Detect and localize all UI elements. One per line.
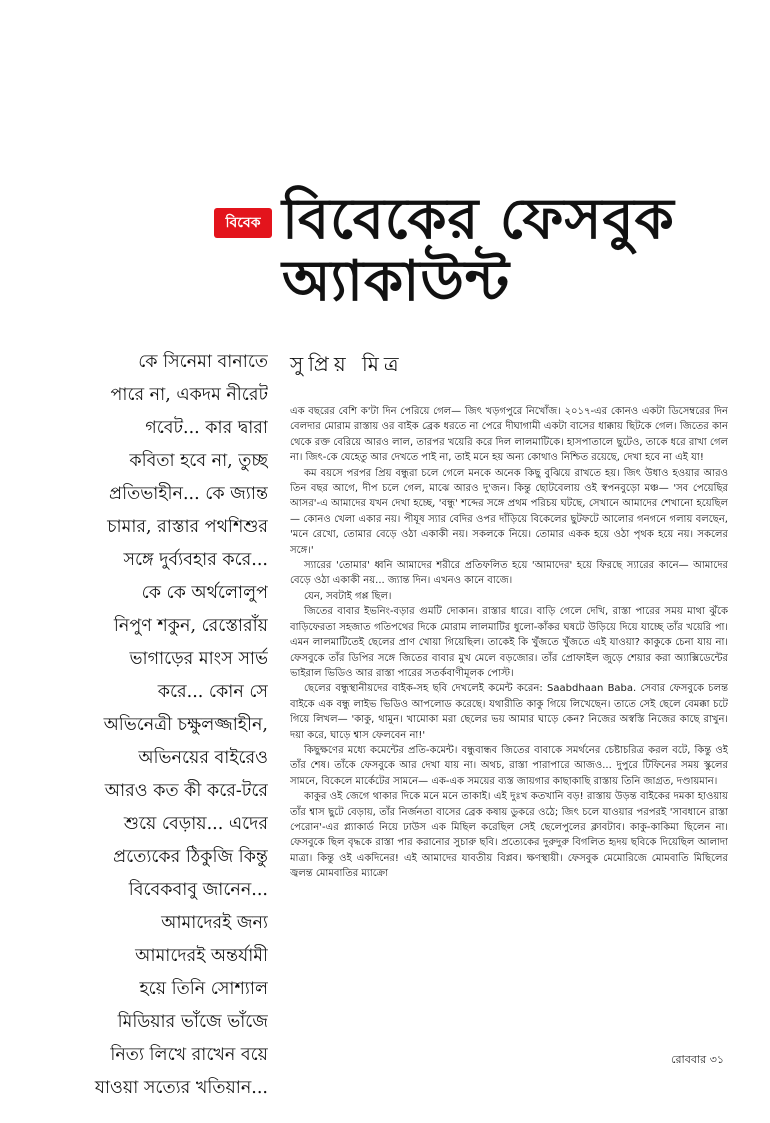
- pull-quote-line: প্রতিভাহীন... কে জ্যান্ত: [109, 484, 268, 504]
- pull-quote-line: যাওয়া সত্যের খতিয়ান...: [94, 1078, 268, 1098]
- body-paragraph: স্যারের 'তোমার' ধ্বনি আমাদের শরীরে প্রতিফলিত হয়ে 'আমাদের' হয়ে ফিরছে স্যারের কানে— আমাদের বেড়ে ওঠা একাকী নয়... জ্যান্ত দিন। এখনও কানে বাজে।: [290, 560, 728, 587]
- pull-quote-line: আমাদেরই অন্তর্যামী: [135, 946, 268, 966]
- body-paragraph: কাকুর ওই জেগে থাকার দিকে মনে মনে তাকাই। এই দুঃখ কতখানি বড়! রাস্তায় উড়ন্ত বাইকের দমকা হাওয়ায় তাঁর শ্বাস ছুটে বেড়ায়, তাঁর নির্জনতা বাসের ব্রেক কষায় ডুকরে ওঠে; জিৎ চলে যাওয়ার পরপরই 'সাবধানে রাস্তা পেরোন'-এর প্ল্যাকার্ড নিয়ে ঢাউস এক মিছিল করেছিল সেই ছেলেপুলের ক্লাবটাব। কাকু-কাকিমা ছিলেন না। ফেসবুকে ছিল বৃদ্ধকে রাস্তা পার করানোর সুচারু ছবি। প্রত্যেকের দুরুদুরু বিগলিত হৃদয় ছবিকে দিয়েছিল আলাদা মাত্রা। কিন্তু ওই একদিনের! এই আমাদের যাবতীয় বিপ্লব। ক্ষণস্থায়ী। ফেসবুক মেমোরিজে মোমবাতি মিছিলের জ্বলন্ত মোমবাতির ম্যাক্রো: [290, 791, 728, 880]
- body-paragraph: এক বছরের বেশি ক'টা দিন পেরিয়ে গেল— জিৎ খড়গপুরে নিখোঁজ। ২০১৭-এর কোনও একটা ডিসেম্বরের দিন বেলদার মোরাম রাস্তায় ওর বাইক ব্রেক ধরতে না পেরে দীঘাগামী একটা বাসের ধাক্কায় ছিটকে গেল। জিতের কান থেকে রক্ত বেরিয়ে আরও লাল, তারপর খয়েরি করে দিল লালমাটিকে। হাসপাতালে ছুটেও, তাকে ধরে রাখা গেল না। জিৎ-কে যেহেতু আর দেখতে পাই না, তাই মনে হয় অন্য কোথাও নিশ্চিত রয়েছে, দেখা হবে না এই যা!: [290, 406, 728, 464]
- pull-quote-line: আরও কত কী করে-টরে: [104, 781, 268, 801]
- pull-quote-line: ভাগাড়ের মাংস সার্ভ: [129, 649, 268, 669]
- pull-quote-line: অভিনেত্রী চক্ষুলজ্জাহীন,: [103, 715, 268, 735]
- pull-quote-line: পারে না, একদম নীরেট: [110, 385, 268, 405]
- pull-quote-line: কবিতা হবে না, তুচ্ছ: [129, 451, 268, 471]
- page-folio: রোববার ৩১: [671, 1053, 724, 1066]
- body-paragraph: জিতের বাবার ইভনিং-বড়ার গুমটি দোকান। রাস্তার ধারে। বাড়ি গেলে দেখি, রাস্তা পারের সময় মাথা ঝুঁকে বাড়িফেরতা সহজাত গতিপথের দিকে মোরাম লালমাটির ধুলো-কাঁকর ঘষটে উড়িয়ে দিয়ে যাচ্ছে তাঁর খয়েরি পা। এমন লালমাটিতেই ছেলের প্রাণ খোয়া গিয়েছিল। তাকেই কি খুঁজতে খুঁজতে এই যাওয়া? কাকুকে চেনা যায় না। ফেসবুকে তাঁর ডিপির সঙ্গে জিতের বাবার মুখ মেলে বড়জোর। তাঁর প্রোফাইল জুড়ে শেয়ার করা অ্যাক্সিডেন্টের ভাইরাল ভিডিও আর রাস্তা পারের সতর্কবাণীমূলক পোস্ট।: [290, 606, 728, 679]
- pull-quote-line: আমাদেরই জন্য: [161, 913, 268, 933]
- pull-quote-line: বিবেকবাবু জানেন...: [128, 880, 268, 900]
- pull-quote-line: মিডিয়ার ভাঁজে ভাঁজে: [117, 1012, 268, 1032]
- pull-quote-line: অভিনয়ের বাইরেও: [138, 748, 268, 768]
- section-tag: বিবেক: [214, 208, 272, 238]
- author-byline: সুপ্রিয় মিত্র: [290, 352, 404, 376]
- pull-quote-line: কে কে অর্থলোলুপ: [141, 583, 268, 603]
- pull-quote-line: সঙ্গে দুর্ব্যবহার করে...: [123, 550, 268, 570]
- headline-line: অ্যাকাউন্ট: [282, 248, 511, 314]
- body-paragraph: কিছুক্ষণের মধ্যে কমেন্টের প্রতি-কমেন্ট। বন্ধুবান্ধব জিতের বাবাকে সমর্থনের চেষ্টাচরিত্র করল বটে, কিন্তু ওই তাঁর শেষ। তাঁকে ফেসবুকে আর দেখা যায় না। অথচ, রাস্তা পারাপারে আজও... দুপুরে টিফিনের সময় স্কুলের সামনে, বিকেলে মার্কেটের সামনে— এক-এক সময়ের ব্যস্ত জায়গার কাছাকাছি রাস্তায় তিনি জাগ্রত, দণ্ডায়মান।: [290, 744, 728, 787]
- pull-quote-line: হয়ে তিনি সোশ্যাল: [139, 979, 268, 999]
- pull-quote: [62, 346, 268, 1105]
- pull-quote-line: চামার, রাস্তার পথশিশুর: [107, 517, 268, 537]
- pull-quote-line: প্রত্যেকের ঠিকুজি কিন্তু: [113, 847, 268, 867]
- body-paragraph: ছেলের বন্ধুস্থানীয়দের বাইক-সহ ছবি দেখলেই কমেন্ট করেন: Saabdhaan Baba. সেবার ফেসবুকে চলন্ত বাইকে এক বন্ধু লাইভ ভিডিও আপলোড করেছে। যথারীতি কাকু গিয়ে লিখেছেন। তাতে সেই ছেলে বেমক্কা চটে গিয়ে লিখল— 'কাকু, থামুন। খামোকা মরা ছেলের ভয় আমার ঘাড়ে কেন? নিজের অস্বস্তি নিজের কাছে রাখুন। দয়া করে, ঘাড়ে শ্বাস ফেলবেন না!': [290, 683, 728, 741]
- article-body: [290, 404, 728, 1044]
- pull-quote-line: কে সিনেমা বানাতে: [138, 352, 268, 372]
- pull-quote-line: নিপুণ শকুন, রেস্তোরাঁয়: [113, 616, 268, 636]
- body-paragraph: কম বয়সে পরপর প্রিয় বন্ধুরা চলে গেলে মনকে অনেক কিছু বুঝিয়ে রাখতে হয়। জিৎ উধাও হওয়ার আরও তিন বছর আগে, দীপ চলে গেল, মাঝে আরও দু'জন। কিন্তু ছোটবেলায় ওই স্বপনবুড়ো মঞ্চ— 'সব পেয়েছির আসর'-এ আমাদের যখন দেখা হচ্ছে, 'বন্ধু' শব্দের সঙ্গে প্রথম পরিচয় ঘটছে, সেখানে আমাদের শেখানো হয়েছিল— কোনও খেলা একার নয়। পীযূষ স্যার বেদির ওপর দাঁড়িয়ে বিকেলের ছুটফটে আলোর গনগনে গলায় বলছেন, 'মনে রেখো, তোমার বেড়ে ওঠা একাকী নয়। সকলকে নিয়ে। তোমার একক হয়ে ওঠা পৃথক হয়ে নয়। সকলের সঙ্গে।': [290, 467, 728, 556]
- headline-line: বিবেকের ফেসবুক: [282, 186, 675, 252]
- body-paragraph: যেন, সবটাই গপ্প ছিল।: [304, 590, 392, 602]
- pull-quote-line: গবেট... কার দ্বারা: [145, 418, 268, 438]
- pull-quote-line: নিত্য লিখে রাখেন বয়ে: [110, 1045, 268, 1065]
- pull-quote-line: শুয়ে বেড়ায়... এদের: [123, 814, 268, 834]
- headline: [282, 188, 752, 312]
- pull-quote-line: করে... কোন সে: [157, 682, 268, 702]
